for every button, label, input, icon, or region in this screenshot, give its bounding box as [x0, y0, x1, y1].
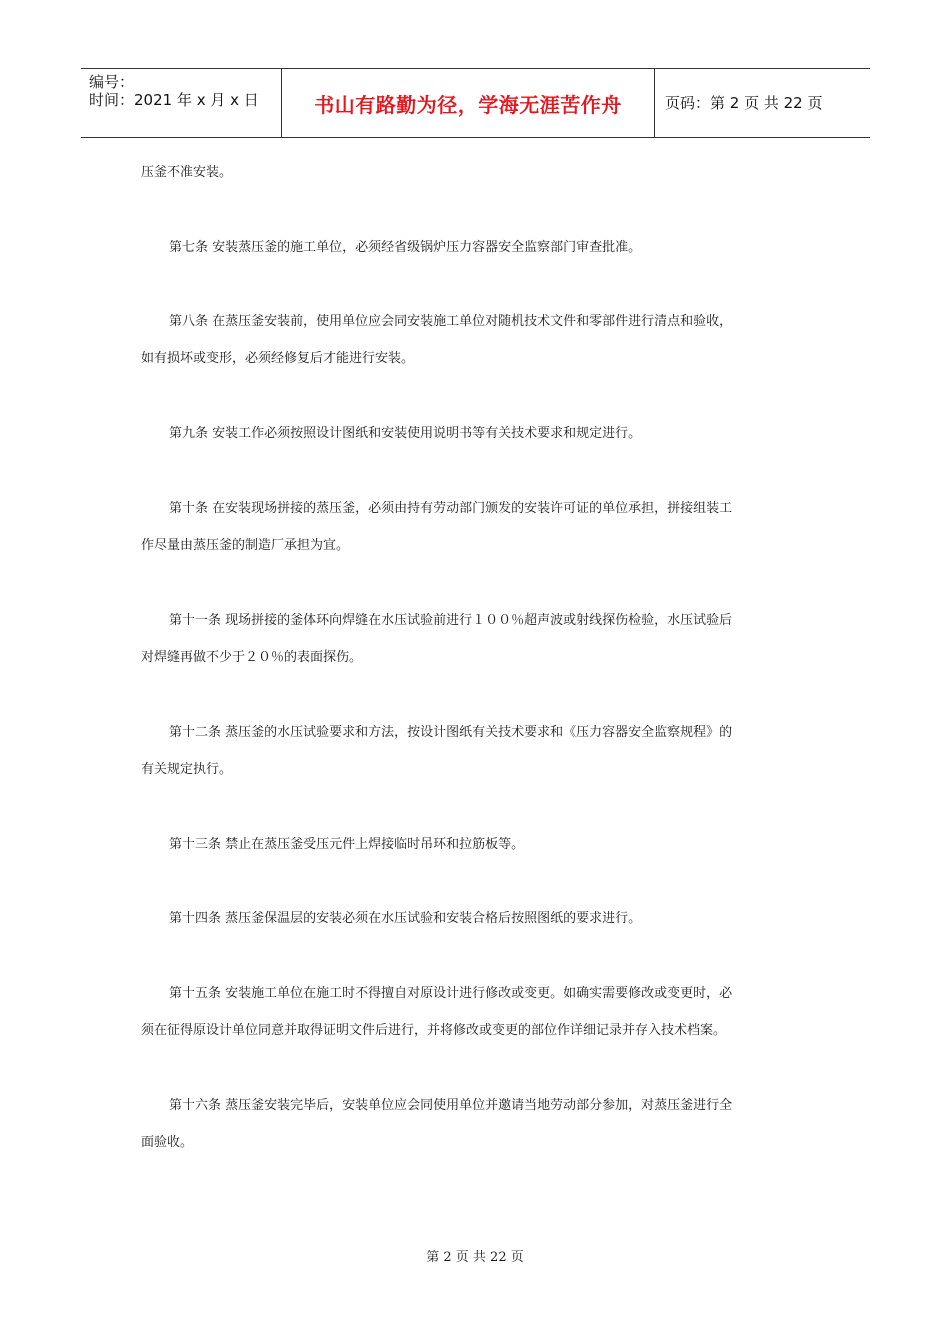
document-date: 时间：2021 年 x 月 x 日	[89, 91, 259, 109]
paragraph-line: 第十四条 蒸压釜保温层的安装必须在水压试验和安装合格后按照图纸的要求进行。	[169, 911, 642, 926]
paragraph-article-10	[141, 490, 803, 564]
paragraph-line: 第十一条 现场拼接的釜体环向焊缝在水压试验前进行１００％超声波或射线探伤检验，水压试验后	[169, 613, 733, 628]
paragraph-article-15	[141, 975, 803, 1049]
header-motto: 书山有路勤为径，学海无涯苦作舟	[314, 92, 622, 117]
paragraph-line: 第十五条 安装施工单位在施工时不得擅自对原设计进行修改或变更。如确实需要修改或变更时，必	[169, 986, 733, 1001]
paragraph-line: 第十条 在安装现场拼接的蒸压釜，必须由持有劳动部门颁发的安装许可证的单位承担，拼接组装工	[169, 501, 733, 516]
paragraph-line: 压釜不准安装。	[141, 165, 233, 180]
header-meta-cell	[81, 69, 282, 137]
paragraph-line: 第七条 安装蒸压釜的施工单位，必须经省级锅炉压力容器安全监察部门审查批准。	[169, 240, 642, 255]
paragraph-line: 如有损坏或变形，必须经修复后才能进行安装。	[141, 351, 415, 366]
paragraph-article-12	[141, 714, 803, 788]
paragraph-article-7	[141, 229, 803, 266]
paragraph-article-8	[141, 303, 803, 377]
paragraph-line: 第十三条 禁止在蒸压釜受压元件上焊接临时吊环和拉筋板等。	[169, 837, 525, 852]
paragraph-line: 作尽量由蒸压釜的制造厂承担为宜。	[141, 538, 350, 553]
paragraph-article-16	[141, 1087, 803, 1161]
header-motto-cell	[282, 69, 655, 137]
paragraph-article-14	[141, 900, 803, 937]
paragraph-article-11	[141, 602, 803, 676]
paragraph-line: 有关规定执行。	[141, 762, 233, 777]
paragraph-line: 第八条 在蒸压釜安装前，使用单位应会同安装施工单位对随机技术文件和零部件进行清点和验收，	[169, 314, 733, 329]
header-page-info: 页码：第 2 页 共 22 页	[665, 94, 823, 112]
page-footer: 第 2 页 共 22 页	[426, 1250, 524, 1265]
paragraph-line: 面验收。	[141, 1135, 194, 1150]
paragraph-line: 第十六条 蒸压釜安装完毕后，安装单位应会同使用单位并邀请当地劳动部分参加，对蒸压釜进行全	[169, 1098, 733, 1113]
paragraph-line: 第十二条 蒸压釜的水压试验要求和方法，按设计图纸有关技术要求和《压力容器安全监察规程》的	[169, 725, 733, 740]
paragraph-line: 对焊缝再做不少于２０％的表面探伤。	[141, 650, 363, 665]
paragraph-article-13	[141, 826, 803, 863]
paragraph-0	[141, 154, 803, 191]
paragraph-line: 须在征得原设计单位同意并取得证明文件后进行，并将修改或变更的部位作详细记录并存入技术档案。	[141, 1023, 727, 1038]
document-id-label: 编号：	[89, 73, 135, 91]
paragraph-line: 第九条 安装工作必须按照设计图纸和安装使用说明书等有关技术要求和规定进行。	[169, 426, 642, 441]
document-header	[81, 68, 870, 138]
paragraph-article-9	[141, 415, 803, 452]
header-page-cell	[655, 69, 870, 137]
